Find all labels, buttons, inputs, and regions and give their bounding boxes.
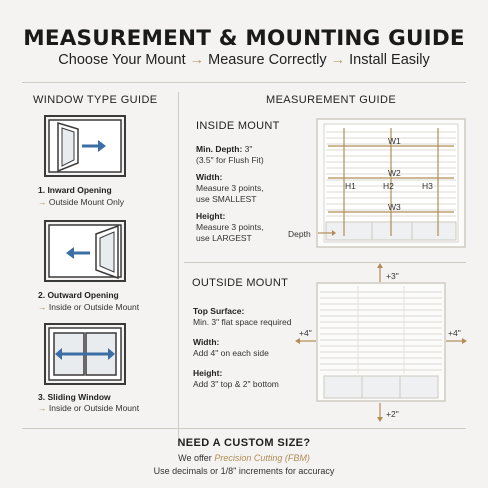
outside-top-text: Top Surface: Min. 3" flat space required xyxy=(193,306,292,327)
depth-arrow-icon xyxy=(316,226,336,240)
top-offset-label: +3" xyxy=(386,271,399,281)
inside-mount-heading: INSIDE MOUNT xyxy=(196,120,280,132)
window-type-3-sub: → Inside or Outside Mount xyxy=(38,403,140,413)
outside-width-text: Width: Add 4" on each side xyxy=(193,337,269,358)
step-arrow-icon: → xyxy=(330,52,346,68)
step-1: Choose Your Mount xyxy=(58,52,186,68)
w3-label: W3 xyxy=(388,202,401,212)
sub-arrow-icon: → xyxy=(38,403,47,413)
inside-height-text: Height: Measure 3 points, use LARGEST xyxy=(196,211,264,243)
h2-label: H2 xyxy=(383,181,394,191)
depth-label: Depth xyxy=(288,229,311,239)
bottom-offset-label: +2" xyxy=(386,409,399,419)
step-3: Install Easily xyxy=(349,52,430,68)
column-divider xyxy=(178,92,179,438)
outward-window-icon xyxy=(44,220,126,282)
w1-label: W1 xyxy=(388,136,401,146)
right-offset-label: +4" xyxy=(448,328,461,338)
header-divider xyxy=(22,82,466,83)
left-offset-label: +4" xyxy=(299,328,312,338)
precision-cutting-text: Precision Cutting (FBM) xyxy=(214,453,310,463)
window-type-1-sub: → Outside Mount Only xyxy=(38,197,124,207)
mount-divider xyxy=(184,262,466,263)
measurement-guide-heading: MEASUREMENT GUIDE xyxy=(266,94,397,106)
window-type-2-sub: → Inside or Outside Mount xyxy=(38,302,140,312)
window-guide-heading: WINDOW TYPE GUIDE xyxy=(33,94,158,106)
w2-label: W2 xyxy=(388,168,401,178)
footer-divider xyxy=(22,428,466,429)
outside-mount-heading: OUTSIDE MOUNT xyxy=(192,277,289,289)
h1-label: H1 xyxy=(345,181,356,191)
step-arrow-icon: → xyxy=(189,52,205,68)
sub-arrow-icon: → xyxy=(38,302,47,312)
step-2: Measure Correctly xyxy=(208,52,327,68)
page-title: MEASUREMENT & MOUNTING GUIDE xyxy=(23,26,465,51)
sub-arrow-icon: → xyxy=(38,197,47,207)
custom-size-line-2: Use decimals or 1/8" increments for accuracy xyxy=(153,466,335,476)
custom-size-heading: NEED A CUSTOM SIZE? xyxy=(177,437,311,449)
window-type-2-title: 2. Outward Opening xyxy=(38,290,119,300)
outside-mount-diagram xyxy=(316,282,446,402)
sliding-window-icon xyxy=(44,323,126,385)
custom-size-line-1: We offer Precision Cutting (FBM) xyxy=(178,453,310,463)
inside-width-text: Width: Measure 3 points, use SMALLEST xyxy=(196,172,264,204)
inward-window-icon xyxy=(44,115,126,177)
h3-label: H3 xyxy=(422,181,433,191)
inside-depth-text: Min. Depth: 3" (3.5" for Flush Fit) xyxy=(196,144,264,165)
window-type-1-title: 1. Inward Opening xyxy=(38,185,112,195)
outside-height-text: Height: Add 3" top & 2" bottom xyxy=(193,368,279,389)
subtitle-steps xyxy=(0,52,488,68)
window-type-3-title: 3. Sliding Window xyxy=(38,392,111,402)
